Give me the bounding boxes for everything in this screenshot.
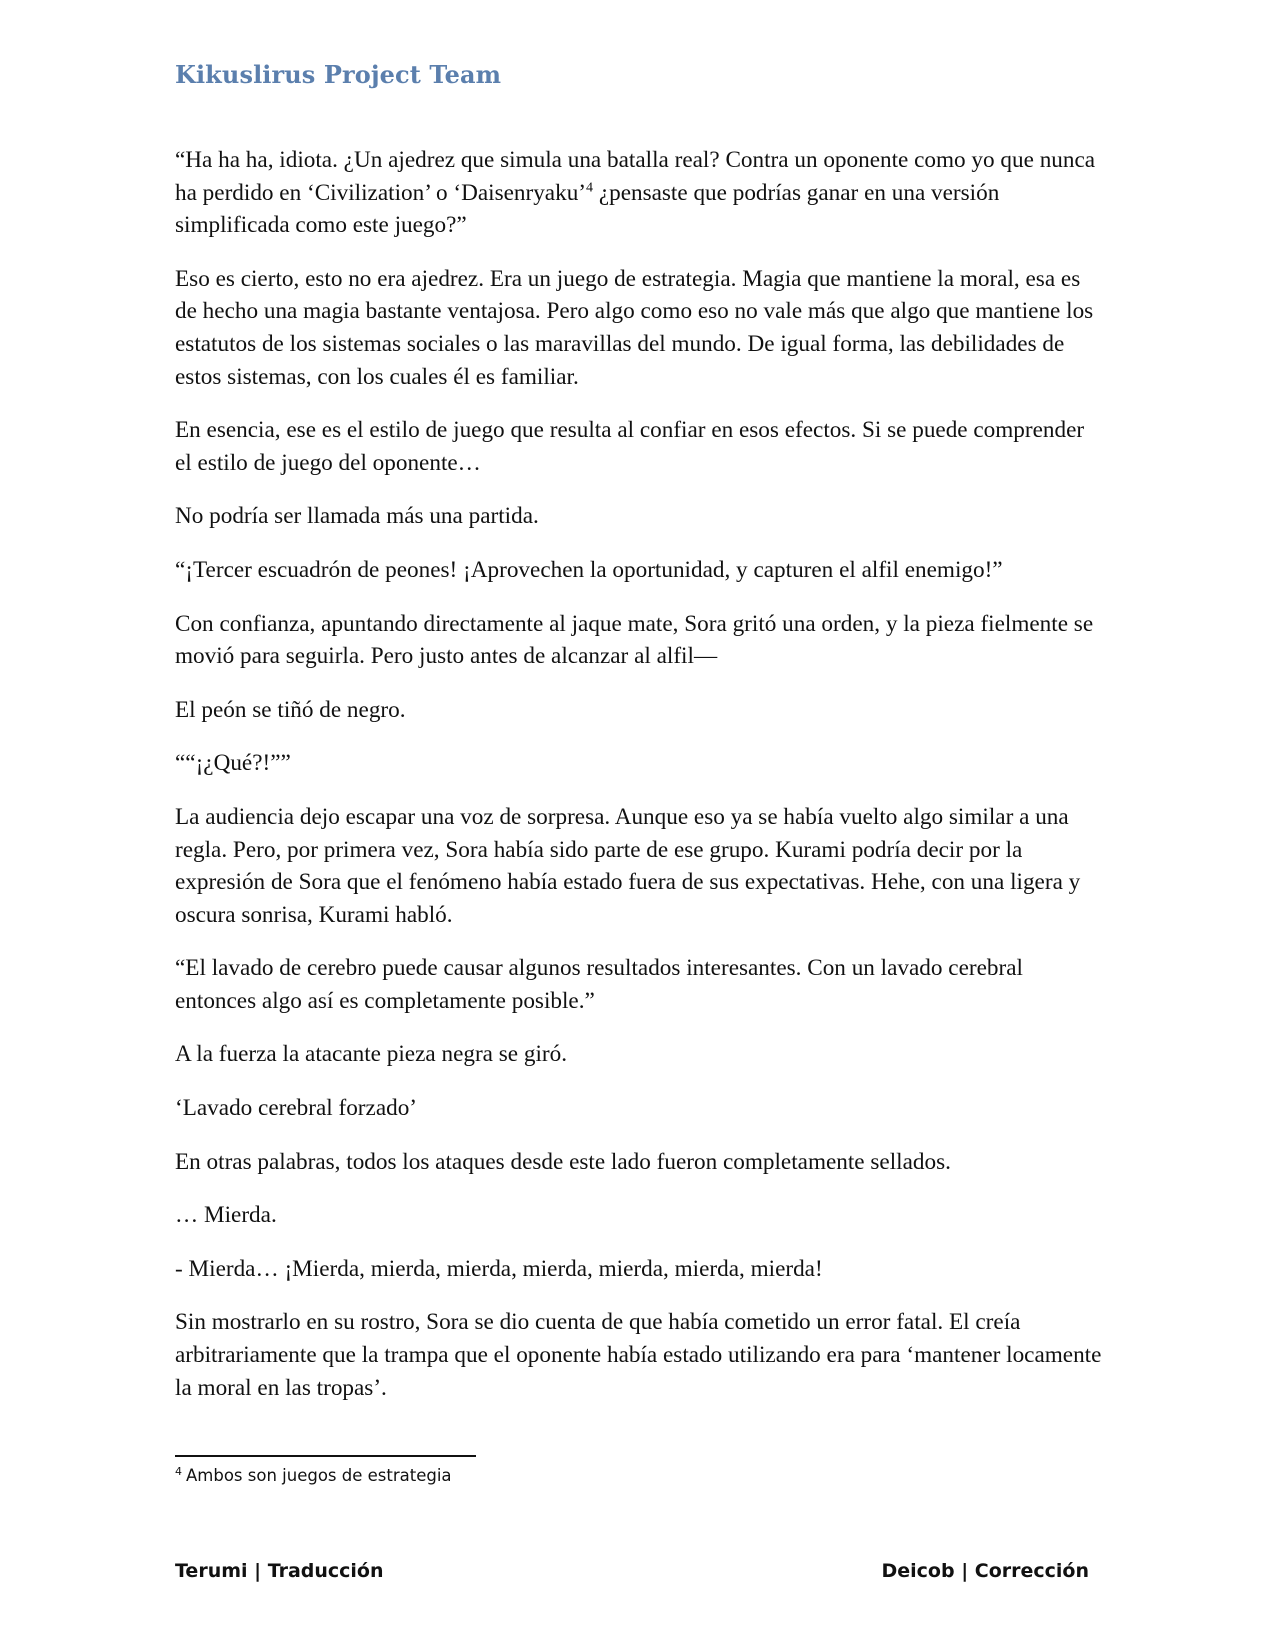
footer-correction-credit: Deicob | Corrección xyxy=(881,1560,1089,1582)
paragraph: El peón se tiñó de negro. xyxy=(175,696,406,723)
paragraph: Con confianza, apuntando directamente al jaque mate, Sora gritó una orden, y la pieza fielmente se movió para seguirla. Pero justo antes de alcanzar al alfil— xyxy=(175,610,1094,670)
paragraph: En esencia, ese es el estilo de juego que resulta al confiar en esos efectos. Si se puede comprender el estilo de juego del oponente… xyxy=(175,417,1085,476)
paragraph: Eso es cierto, esto no era ajedrez. Era un juego de estrategia. Magia que mantiene la moral, esa es de hecho una magia bastante ventajosa. Pero algo como eso no vale más que algo que mantiene los estatutos de los sistemas sociales o las maravillas del mundo. De igual forma, las debilidades de estos sistemas, con los cuales él es familiar. xyxy=(175,265,1094,390)
header-title: Kikuslirus Project Team xyxy=(175,60,502,89)
paragraph: En otras palabras, todos los ataques desde este lado fueron completamente sellados. xyxy=(175,1148,951,1175)
footnote-divider xyxy=(175,1455,476,1457)
paragraph: ““¡¿Qué?!”” xyxy=(175,750,291,777)
paragraph: “¡Tercer escuadrón de peones! ¡Aprovechen la oportunidad, y capturen el alfil enemigo!” xyxy=(175,556,1003,583)
paragraph: “El lavado de cerebro puede causar algunos resultados interesantes. Con un lavado cerebral entonces algo así es completamente posible.” xyxy=(175,955,1023,1014)
paragraph-1-part-b: ¿pensaste que podrías ganar en una versión simplificada como este juego?” xyxy=(175,179,1000,239)
footnote-number: 4 xyxy=(175,1464,182,1478)
footnote xyxy=(175,1466,452,1485)
body-text xyxy=(175,144,1105,1425)
paragraph: ‘Lavado cerebral forzado’ xyxy=(175,1095,418,1122)
paragraph: … Mierda. xyxy=(175,1202,277,1229)
paragraph: La audiencia dejo escapar una voz de sorpresa. Aunque eso ya se había vuelto algo similar a una regla. Pero, por primera vez, Sora había sido parte de ese grupo. Kurami podría decir por la expresión de Sora que el fenómeno había estado fuera de sus expectativas. Hehe, con una ligera y oscura sonrisa, Kurami habló. xyxy=(175,803,1081,928)
footnote-text: Ambos son juegos de estrategia xyxy=(186,1466,452,1485)
footnote-reference: 4 xyxy=(586,179,594,195)
paragraph: A la fuerza la atacante pieza negra se giró. xyxy=(175,1041,568,1068)
paragraph: No podría ser llamada más una partida. xyxy=(175,503,539,530)
paragraph-1-part-a: “Ha ha ha, idiota. ¿Un ajedrez que simula una batalla real? Contra un oponente como yo que nunca ha perdido en ‘Civilization’ o ‘Daisenryaku’ xyxy=(175,147,1096,206)
paragraph: Sin mostrarlo en su rostro, Sora se dio cuenta de que había cometido un error fatal. El creía arbitrariamente que la trampa que el oponente había estado utilizando era para ‘mantener locamente la moral en las tropas’. xyxy=(175,1309,1102,1401)
paragraph-1 xyxy=(175,144,1105,242)
paragraph: - Mierda… ¡Mierda, mierda, mierda, mierda, mierda, mierda, mierda! xyxy=(175,1255,823,1282)
footer-translation-credit: Terumi | Traducción xyxy=(175,1560,384,1582)
